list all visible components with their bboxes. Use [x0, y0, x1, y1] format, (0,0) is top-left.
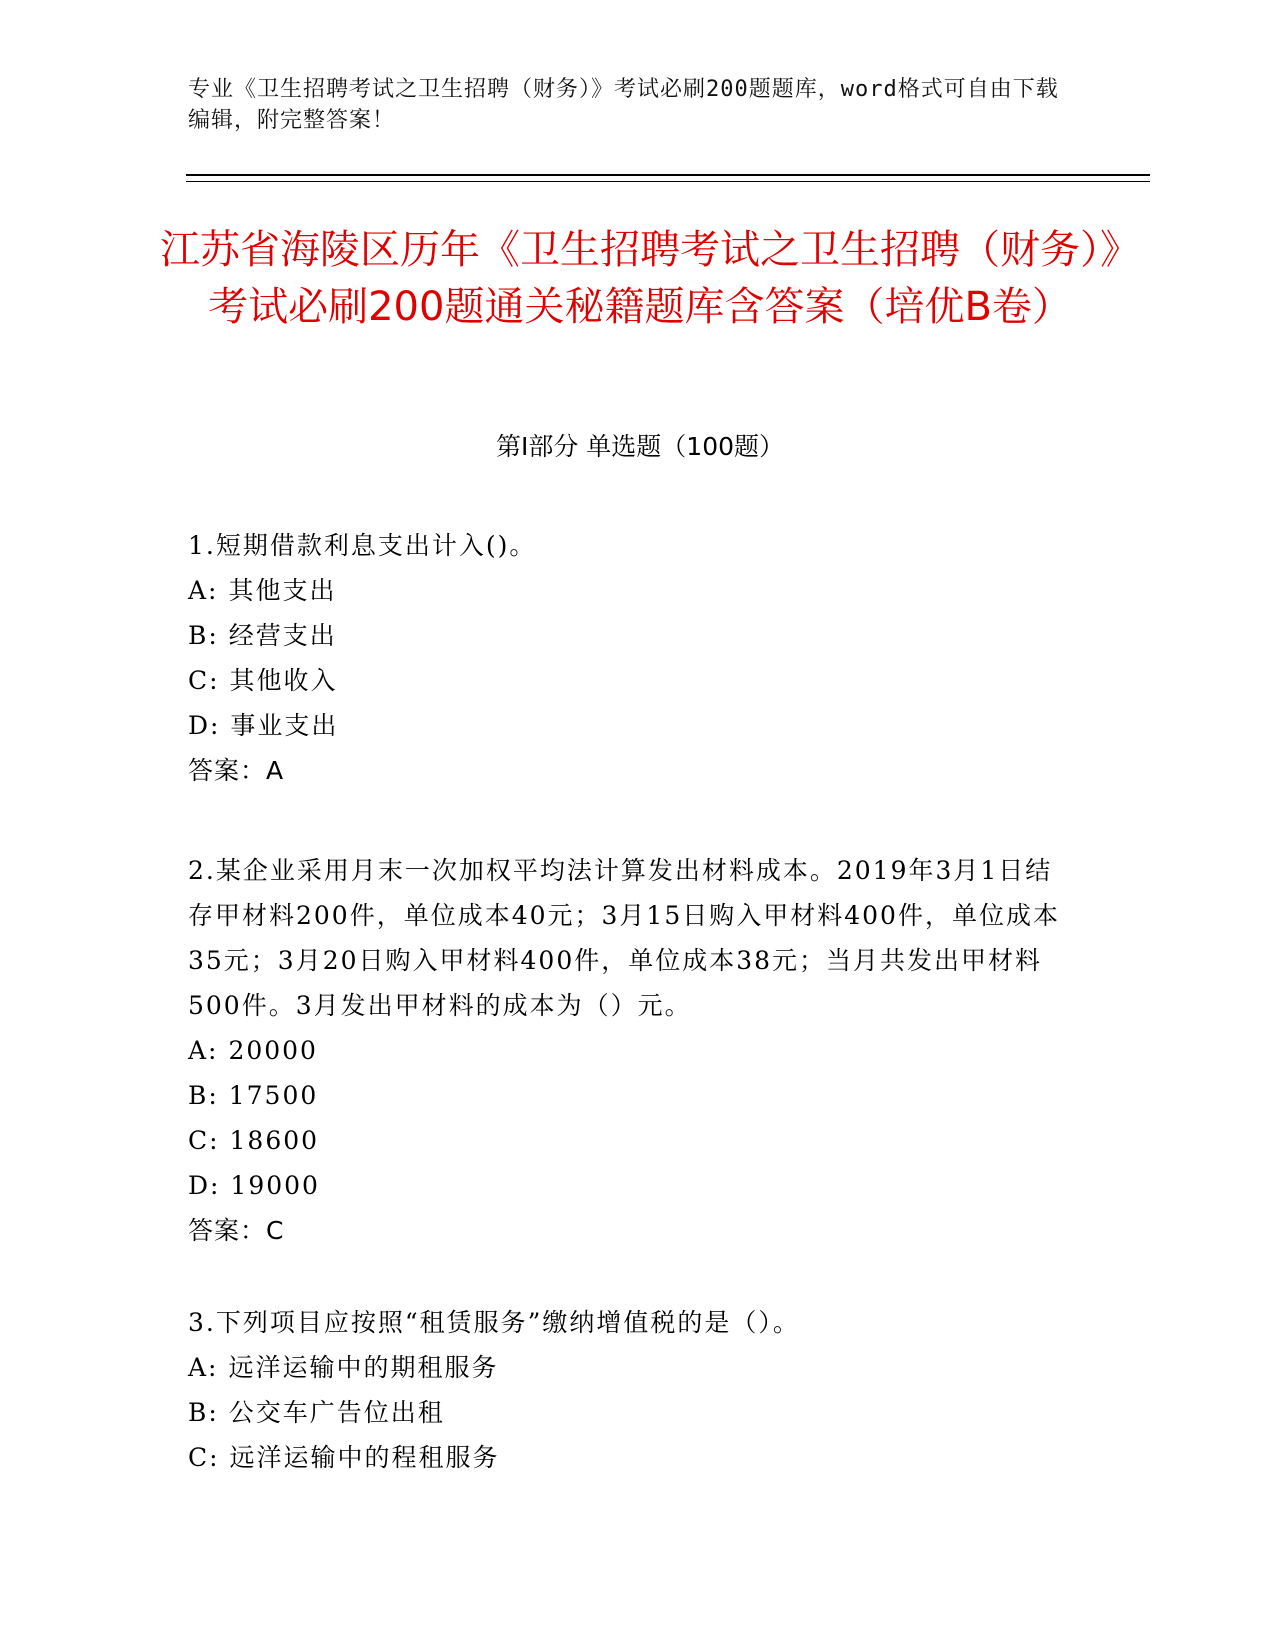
option-label: B: — [188, 1398, 219, 1427]
option-label: C: — [188, 666, 220, 695]
option-label: A: — [188, 576, 219, 605]
option-label: D: — [188, 711, 221, 740]
question-2 — [188, 848, 1068, 1253]
question-1 — [188, 523, 1068, 793]
option-label: D: — [188, 1171, 221, 1200]
question-stem: 3.下列项目应按照“租赁服务”缴纳增值税的是（）。 — [188, 1308, 800, 1337]
header-note: 专业《卫生招聘考试之卫生招聘（财务）》考试必刷200题题库，word格式可自由下载编辑，附完整答案！ — [188, 77, 1059, 133]
document-title: 江苏省海陵区历年《卫生招聘考试之卫生招聘（财务）》考试必刷200题通关秘籍题库含答案（培优B卷） — [160, 227, 1120, 330]
option-d — [188, 1163, 1068, 1208]
option-c — [188, 658, 1068, 703]
option-label: C: — [188, 1126, 220, 1155]
option-label: A: — [188, 1036, 219, 1065]
option-text: 事业支出 — [230, 711, 339, 740]
option-c — [188, 1118, 1068, 1163]
option-a — [188, 568, 1068, 613]
option-text: 17500 — [228, 1081, 319, 1110]
section-title: 第Ⅰ部分 单选题（100题） — [495, 432, 785, 461]
option-d — [188, 703, 1068, 748]
option-label: A: — [188, 1353, 219, 1382]
header-divider-thin — [186, 181, 1150, 182]
option-text: 远洋运输中的程租服务 — [229, 1443, 500, 1472]
option-b — [188, 613, 1068, 658]
option-b — [188, 1390, 1068, 1435]
answer: 答案：C — [188, 1216, 285, 1245]
option-text: 经营支出 — [228, 621, 337, 650]
option-label: B: — [188, 1081, 219, 1110]
option-text: 19000 — [230, 1171, 320, 1200]
question-stem: 1.短期借款利息支出计入()。 — [188, 531, 537, 560]
answer: 答案：A — [188, 756, 285, 785]
option-text: 其他支出 — [228, 576, 337, 605]
option-text: 远洋运输中的期租服务 — [228, 1353, 499, 1382]
option-a — [188, 1345, 1068, 1390]
option-b — [188, 1073, 1068, 1118]
option-label: C: — [188, 1443, 220, 1472]
option-text: 20000 — [228, 1036, 318, 1065]
option-text: 18600 — [229, 1126, 320, 1155]
question-stem: 2.某企业采用月末一次加权平均法计算发出材料成本。2019年3月1日结存甲材料200件，单位成本40元；3月15日购入甲材料400件，单位成本35元；3月20日购入甲材料400件，单位成本38元；当月共发出甲材料500件。3月发出甲材料的成本为（）元。 — [188, 856, 1060, 1020]
option-c — [188, 1435, 1068, 1480]
option-a — [188, 1028, 1068, 1073]
header-divider-thick — [186, 174, 1150, 176]
option-text: 其他收入 — [229, 666, 338, 695]
option-text: 公交车广告位出租 — [228, 1398, 445, 1427]
option-label: B: — [188, 621, 219, 650]
question-3 — [188, 1300, 1068, 1480]
